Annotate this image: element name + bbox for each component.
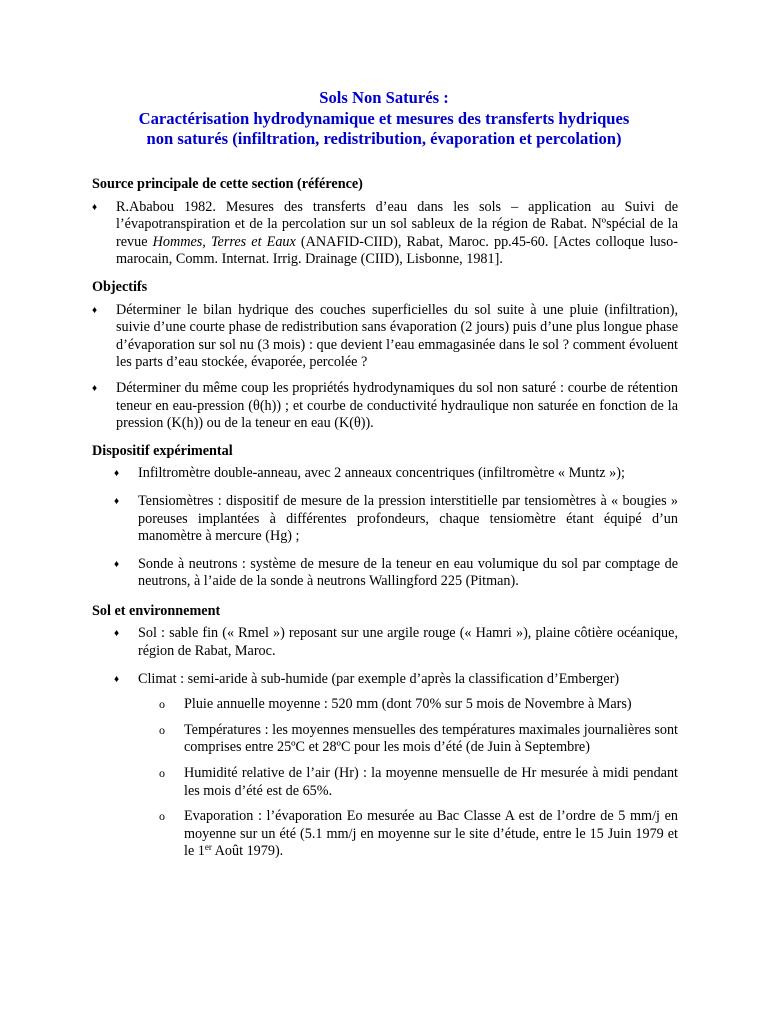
reference-journal-name: Hommes, Terres et Eaux [152,233,296,250]
diamond-bullet-icon: ♦ [114,558,120,570]
diamond-bullet-icon: ♦ [92,304,98,316]
section-heading-objectifs: Objectifs [92,278,148,295]
objectif-text: Déterminer du même coup les propriétés hydrodynamiques du sol non saturé : courbe de rétention teneur en eau-pression (θ(h)) ; et courbe de conductivité hydraulique non saturée en fonction de la pression (K(h)) ou de la teneur en eau (K(θ)). [116,379,678,432]
sol-text: Sol : sable fin (« Rmel ») reposant sur une argile rouge (« Hamri »), plaine côtière océanique, région de Rabat, Maroc. [138,625,678,660]
list-item-dispositif-1 [92,465,678,483]
list-item-dispositif-3 [92,556,678,591]
diamond-bullet-icon: ♦ [114,495,120,507]
dispositif-text: Infiltromètre double-anneau, avec 2 anneaux concentriques (infiltromètre « Muntz »); [138,465,625,482]
circle-bullet-icon: o [159,722,165,737]
list-item-dispositif-2 [92,493,678,546]
diamond-bullet-icon: ♦ [114,673,120,685]
diamond-bullet-icon: ♦ [114,628,120,640]
list-item-sol [92,625,678,660]
sub-item-pluie [92,696,678,714]
evaporation-text-part1: Evaporation : l’évaporation Eo mesurée au Bac Classe A est de l’ordre de 5 mm/j en moyenne sur un été (5.1 mm/j en moyenne sur le site d’étude, entre le 15 Juin 1979 et le 1 [184,808,678,860]
pluie-text: Pluie annuelle moyenne : 520 mm (dont 70% sur 5 mois de Novembre à Mars) [184,696,632,713]
diamond-bullet-icon: ♦ [92,382,98,394]
temperatures-text: Températures : les moyennes mensuelles des températures maximales journalières sont comprises entre 25ºC et 28ºC pour les mois d’été (de Juin à Septembre) [184,721,678,756]
diamond-bullet-icon: ♦ [114,468,120,480]
evaporation-text-part2: Août 1979). [211,843,284,860]
list-item-objectif-2 [92,380,678,433]
section-heading-sol: Sol et environnement [92,602,221,619]
sub-item-evaporation [92,808,678,861]
title-line-1: Sols Non Saturés : [319,88,449,107]
list-item-objectif-1 [92,302,678,372]
climat-text: Climat : semi-aride à sub-humide (par exemple d’après la classification d’Emberger) [138,670,620,687]
section-heading-source: Source principale de cette section (référence) [92,176,363,192]
title-line-3: non saturés (infiltration, redistribution, évaporation et percolation) [146,129,622,148]
list-item-climat [92,671,678,689]
diamond-bullet-icon: ♦ [92,201,98,213]
reference-text-part1: R.Ababou 1982. Mesures des transferts d’eau dans les sols – application au Suivi de l’évapotranspiration et de la percolation sur un sol sableux de la région de Rabat. Nºspécial de la revue [116,198,678,250]
circle-bullet-icon: o [159,697,165,712]
circle-bullet-icon: o [159,809,165,824]
dispositif-text: Sonde à neutrons : système de mesure de la teneur en eau volumique du sol par comptage de neutrons, à l’aide de la sonde à neutrons Wallingford 225 (Pitman). [138,555,678,590]
title-line-2: Caractérisation hydrodynamique et mesures des transferts hydriques [138,108,630,128]
dispositif-text: Tensiomètres : dispositif de mesure de la pression interstitielle par tensiomètres à « bougies » poreuses implantées à différentes profondeurs, chaque tensiomètre étant équipé d’un manomètre à mercure (Hg) ; [138,492,678,545]
sub-item-temperatures [92,722,678,757]
circle-bullet-icon: o [159,766,165,781]
section-heading-dispositif: Dispositif expérimental [92,442,233,459]
reference-text-part2: (ANAFID-CIID), Rabat, Maroc. pp.45-60. [Actes colloque luso-marocain, Comm. Internat. Irrig. Drainage (CIID), Lisbonne, 1981]. [116,233,678,268]
humidite-text: Humidité relative de l’air (Hr) : la moyenne mensuelle de Hr mesurée à midi pendant les mois d’été est de 65%. [184,765,678,799]
objectif-text: Déterminer le bilan hydrique des couches superficielles du sol suite à une pluie (infiltration), suivie d’une courte phase de redistribution sans évaporation (2 jours) puis d’une plus longue phase d’évaporation sur sol nu (3 mois) : que devient l’eau emmagasinée dans le sol ? comment évoluent les parts d’eau stockée, évaporée, percolée ? [116,301,678,371]
list-item-source-reference [92,199,678,269]
sub-item-humidite [92,765,678,800]
document-body [92,176,678,861]
document-title [80,88,688,150]
ordinal-superscript: er [204,842,212,853]
